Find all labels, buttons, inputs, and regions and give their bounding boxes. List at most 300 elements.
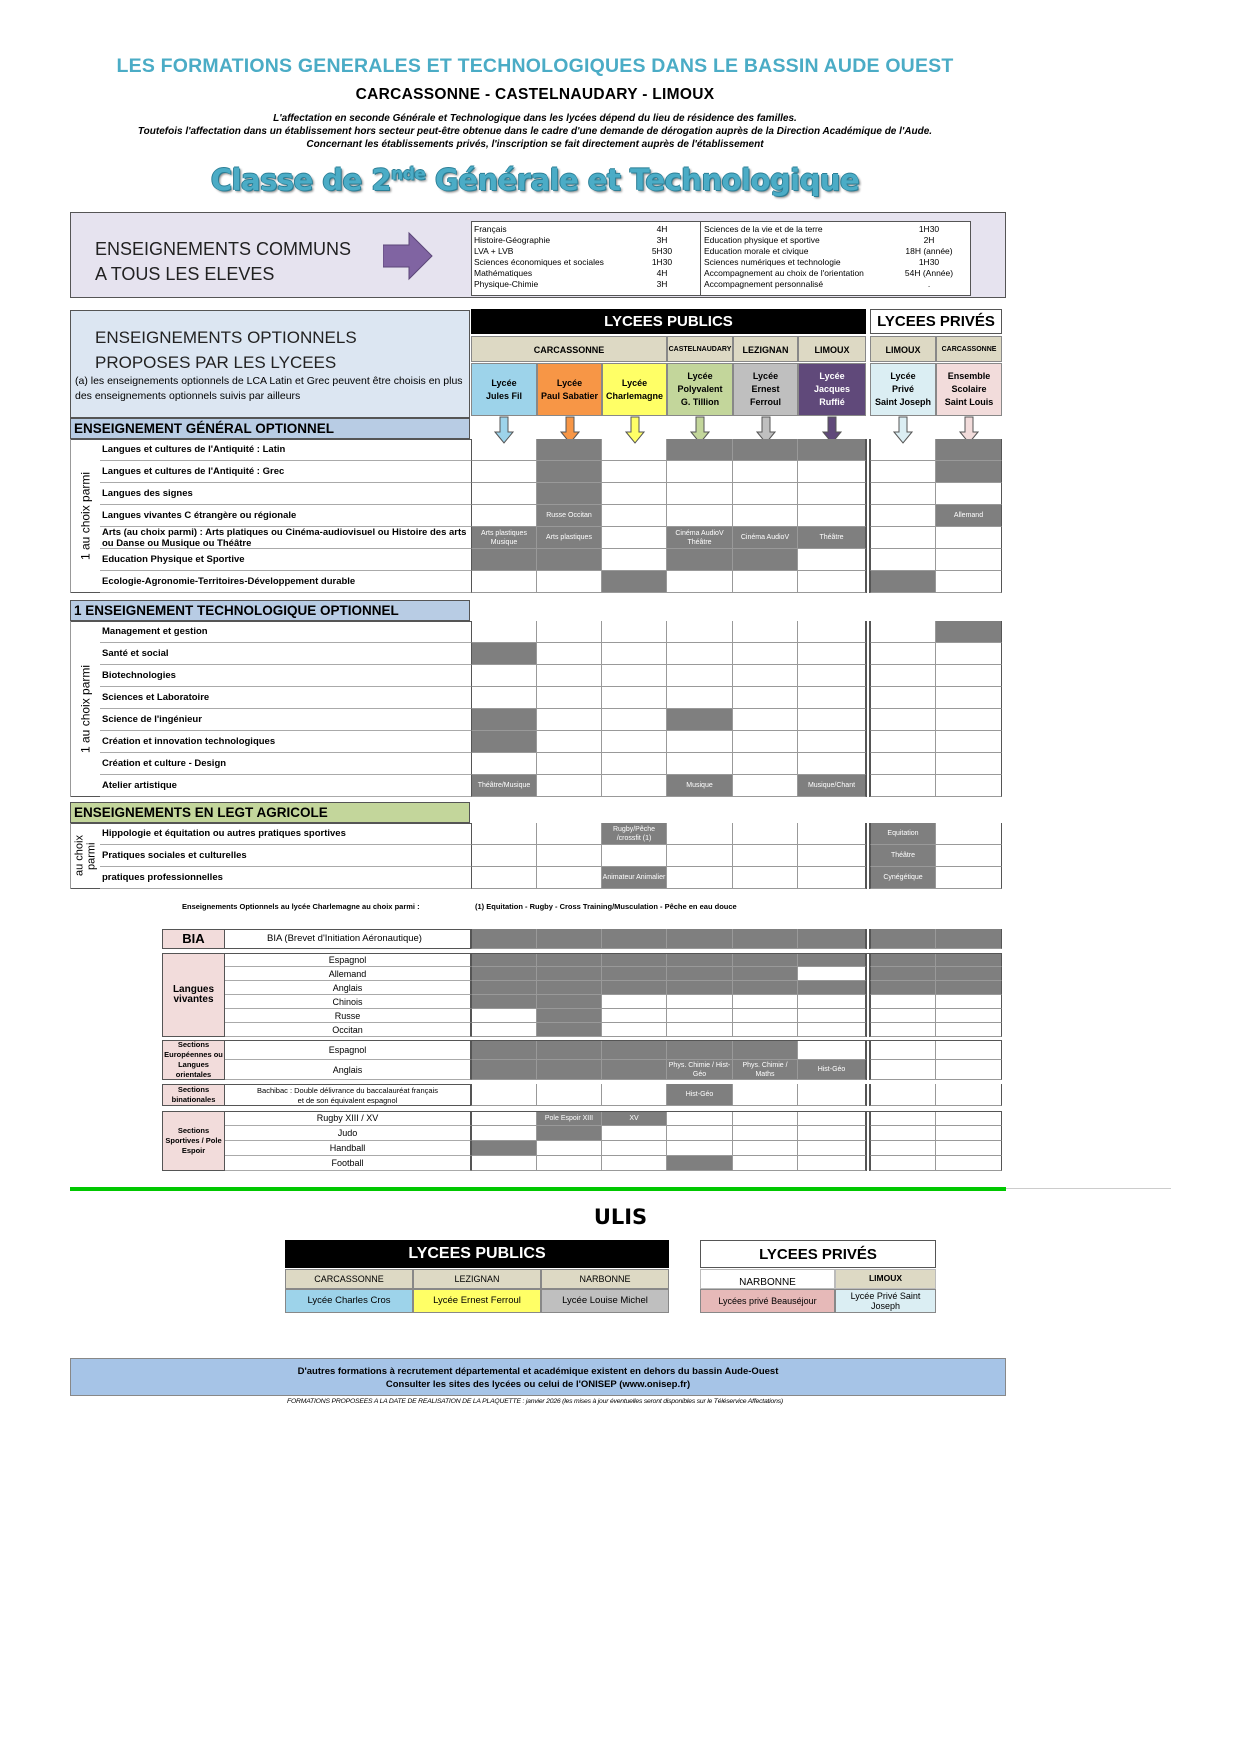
ulis-city: NARBONNE <box>541 1269 669 1289</box>
option-cell <box>870 1040 936 1060</box>
option-cell <box>733 665 798 687</box>
school-header <box>667 363 733 416</box>
school-header <box>870 363 936 416</box>
common-hours-row <box>704 224 964 235</box>
option-cell <box>798 643 866 665</box>
option-cell <box>537 753 602 775</box>
option-cell <box>870 439 936 461</box>
option-cell <box>537 571 602 593</box>
agri-footnote-a: Enseignements Optionnels au lycée Charlemagne au choix parmi : <box>182 902 420 911</box>
ulis-city: CARCASSONNE <box>285 1269 413 1289</box>
option-cell <box>870 1141 936 1156</box>
option-cell: Théâtre <box>870 845 936 867</box>
footer-line-1: D'autres formations à recrutement départemental et académique existent en dehors du bassin Aude-Ouest <box>297 1366 779 1377</box>
school-name-line: Saint Louis <box>944 397 994 407</box>
option-cell <box>667 753 733 775</box>
option-cell <box>471 967 537 981</box>
option-cell <box>602 549 667 571</box>
option-label: Science de l'ingénieur <box>100 709 471 731</box>
ulis-school: Lycée Ernest Ferroul <box>413 1289 541 1313</box>
option-cell <box>936 439 1002 461</box>
option-cell: Hist-Géo <box>798 1060 866 1080</box>
option-cell <box>471 483 537 505</box>
school-name <box>750 370 781 409</box>
option-cell <box>602 571 667 593</box>
option-cell <box>667 1156 733 1171</box>
option-cell <box>870 643 936 665</box>
option-cell <box>537 483 602 505</box>
option-cell: Musique/Chant <box>798 775 866 797</box>
option-cell <box>936 1141 1002 1156</box>
option-cell <box>471 981 537 995</box>
option-cell <box>667 1023 733 1037</box>
option-cell <box>798 823 866 845</box>
option-cell <box>798 665 866 687</box>
option-cell <box>936 665 1002 687</box>
subject-hours: 54H (Année) <box>904 268 954 278</box>
column-gap <box>866 953 870 1037</box>
binat-text-1: Bachibac : Double délivrance du baccalauréat français <box>257 1086 438 1095</box>
option-cell <box>471 929 537 949</box>
subject-hours: 3H <box>656 279 668 289</box>
option-cell <box>537 709 602 731</box>
option-cell <box>870 953 936 967</box>
option-cell <box>936 687 1002 709</box>
subject-name: Education physique et sportive <box>704 235 820 245</box>
option-cell <box>798 731 866 753</box>
option-cell <box>537 687 602 709</box>
option-cell <box>936 461 1002 483</box>
option-cell <box>870 665 936 687</box>
city-header: LIMOUX <box>798 336 866 362</box>
option-cell <box>936 867 1002 889</box>
school-name-line: Lycée <box>752 371 779 381</box>
option-cell <box>870 753 936 775</box>
block-label: Sections Européennes ou Langues orientales <box>162 1040 225 1080</box>
option-cell: Hist-Géo <box>667 1084 733 1106</box>
option-cell <box>936 709 1002 731</box>
option-cell <box>870 995 936 1009</box>
school-name-line: Scolaire <box>951 384 987 394</box>
common-teachings-label <box>95 237 351 287</box>
bia-text: BIA (Brevet d'Initiation Aéronautique) <box>225 929 471 949</box>
option-cell <box>667 995 733 1009</box>
option-cell <box>667 1040 733 1060</box>
block-label: Sections Sportives / Pole Espoir <box>162 1111 225 1171</box>
school-name-line: Jules Fil <box>485 390 522 401</box>
option-label: Création et innovation technologiques <box>100 731 471 753</box>
common-hours-row <box>704 246 964 257</box>
option-cell <box>602 621 667 643</box>
optional-label-2: PROPOSES PAR LES LYCEES <box>95 353 337 372</box>
classe-heading-sup: nde <box>391 164 426 185</box>
block-row-label: Handball <box>225 1141 471 1156</box>
option-cell <box>667 439 733 461</box>
block-row-label: Anglais <box>225 1060 471 1080</box>
option-cell <box>733 995 798 1009</box>
optional-teachings-label <box>95 325 357 375</box>
option-cell <box>602 439 667 461</box>
option-cell <box>602 527 667 549</box>
block-row-label: Allemand <box>225 967 471 981</box>
option-cell <box>537 643 602 665</box>
school-name-line: Lycée <box>819 371 845 381</box>
option-cell <box>667 643 733 665</box>
subject-hours: 18H (année) <box>905 246 953 256</box>
school-name <box>814 370 850 409</box>
subject-hours: 4H <box>656 224 668 234</box>
option-cell <box>798 621 866 643</box>
block-row-label: Russe <box>225 1009 471 1023</box>
school-name-line: Polyvalent <box>677 384 723 394</box>
option-cell <box>936 753 1002 775</box>
common-label-2: A TOUS LES ELEVES <box>95 264 275 284</box>
option-cell <box>667 981 733 995</box>
ulis-school: Lycée Louise Michel <box>541 1289 669 1313</box>
option-cell <box>733 1009 798 1023</box>
column-gap <box>866 439 870 593</box>
option-cell: Pole Espoir XIII <box>537 1111 602 1126</box>
option-cell <box>798 1040 866 1060</box>
option-cell <box>733 643 798 665</box>
intro-line-1: L'affectation en seconde Générale et Technologique dans les lycées dépend du lieu de résidence des familles. <box>273 113 797 124</box>
optional-teachings-panel <box>70 310 470 418</box>
option-cell <box>936 731 1002 753</box>
option-cell <box>798 549 866 571</box>
option-cell <box>471 845 537 867</box>
school-name-line: Lycée <box>687 371 713 381</box>
option-cell <box>733 1141 798 1156</box>
section-title: 1 ENSEIGNEMENT TECHNOLOGIQUE OPTIONNEL <box>70 600 470 621</box>
column-gap <box>866 823 870 889</box>
option-cell <box>936 643 1002 665</box>
option-cell <box>798 1009 866 1023</box>
option-cell <box>733 1084 798 1106</box>
option-cell: Phys. Chimie / Maths <box>733 1060 798 1080</box>
school-name-line: Lycée <box>556 377 583 388</box>
school-name-line: Ernest <box>751 384 780 394</box>
option-cell <box>602 929 667 949</box>
option-cell <box>870 929 936 949</box>
option-cell <box>667 967 733 981</box>
option-cell <box>936 1009 1002 1023</box>
school-name-line: Ruffié <box>819 397 845 407</box>
common-hours-row <box>474 224 682 235</box>
option-cell <box>870 967 936 981</box>
option-cell: Phys. Chimie / Hist-Géo <box>667 1060 733 1080</box>
option-cell <box>798 995 866 1009</box>
binat-text-2: et de son équivalent espagnol <box>297 1096 398 1105</box>
city-header: CASTELNAUDARY <box>667 336 733 362</box>
option-cell <box>798 981 866 995</box>
option-cell: Arts plastiques <box>537 527 602 549</box>
school-name-line: Lycée <box>621 377 648 388</box>
school-header <box>602 363 667 416</box>
school-name-line: Lycée <box>890 371 916 381</box>
block-row-label: Espagnol <box>225 953 471 967</box>
block-row-label: Judo <box>225 1126 471 1141</box>
option-cell <box>936 981 1002 995</box>
school-name <box>677 370 722 409</box>
option-cell <box>936 571 1002 593</box>
option-cell: XV <box>602 1111 667 1126</box>
option-cell <box>870 981 936 995</box>
column-gap <box>866 1040 870 1080</box>
classe-heading <box>0 163 1070 197</box>
option-cell <box>667 731 733 753</box>
option-cell <box>798 953 866 967</box>
bia-label: BIA <box>162 929 225 949</box>
subject-hours: . <box>927 279 931 289</box>
option-cell <box>602 981 667 995</box>
subject-name: Histoire-Géographie <box>474 235 551 245</box>
option-cell <box>471 1111 537 1126</box>
common-teachings-panel <box>70 212 1006 298</box>
option-cell <box>870 709 936 731</box>
option-cell <box>936 1040 1002 1060</box>
option-cell <box>798 483 866 505</box>
option-cell <box>471 995 537 1009</box>
option-cell <box>733 461 798 483</box>
common-hours-row <box>474 246 682 257</box>
option-cell <box>798 929 866 949</box>
city-header: CARCASSONNE <box>471 336 667 362</box>
option-cell <box>537 1084 602 1106</box>
classe-heading-a: Classe de 2 <box>210 163 392 197</box>
option-cell <box>733 753 798 775</box>
option-cell <box>733 823 798 845</box>
block-top-border <box>225 953 1002 954</box>
option-cell <box>733 439 798 461</box>
option-cell <box>936 549 1002 571</box>
option-cell <box>537 1023 602 1037</box>
option-cell <box>471 1126 537 1141</box>
option-label: pratiques professionnelles <box>100 867 471 889</box>
option-cell <box>870 775 936 797</box>
option-cell <box>733 571 798 593</box>
school-name <box>541 377 598 403</box>
option-cell: Musique <box>667 775 733 797</box>
intro-line-3: Concernant les établissements privés, l'inscription se fait directement auprès de l'établissement <box>306 139 764 150</box>
ulis-public-header: LYCEES PUBLICS <box>285 1240 669 1268</box>
option-cell <box>471 1040 537 1060</box>
option-cell <box>471 1009 537 1023</box>
option-cell <box>798 1126 866 1141</box>
option-cell <box>602 1023 667 1037</box>
subject-hours: 5H30 <box>651 246 673 256</box>
optional-label-1: ENSEIGNEMENTS OPTIONNELS <box>95 328 357 347</box>
subject-name: Sciences économiques et sociales <box>474 257 604 267</box>
section-side-label: 1 au choix parmi <box>70 621 100 797</box>
option-label: Langues et cultures de l'Antiquité : Grec <box>100 461 471 483</box>
ulis-school: Lycées privé Beauséjour <box>700 1289 835 1313</box>
option-cell <box>798 505 866 527</box>
option-cell <box>870 505 936 527</box>
option-cell <box>798 867 866 889</box>
school-header <box>936 363 1002 416</box>
binat-text <box>225 1084 471 1106</box>
option-cell <box>870 1156 936 1171</box>
option-cell <box>602 709 667 731</box>
option-cell <box>733 845 798 867</box>
option-cell <box>471 643 537 665</box>
option-cell <box>733 731 798 753</box>
subject-name: Mathématiques <box>474 268 533 278</box>
option-cell <box>537 1009 602 1023</box>
option-cell <box>667 1111 733 1126</box>
option-cell <box>537 731 602 753</box>
option-cell <box>667 953 733 967</box>
option-cell <box>936 967 1002 981</box>
intro-text <box>0 112 1070 151</box>
school-name-line: Ferroul <box>749 397 781 407</box>
option-cell <box>733 967 798 981</box>
option-cell <box>537 461 602 483</box>
subject-hours: 2H <box>923 235 935 245</box>
option-cell: Allemand <box>936 505 1002 527</box>
option-cell <box>870 1023 936 1037</box>
option-cell <box>471 687 537 709</box>
option-cell <box>798 1084 866 1106</box>
agri-footnote-b: (1) Equitation - Rugby - Cross Training/Musculation - Pêche en eau douce <box>475 902 737 911</box>
footer-note: FORMATIONS PROPOSEES A LA DATE DE REALISATION DE LA PLAQUETTE : janvier 2026 (les mises à jour éventuelles seront disponibles sur le Téléservice Affectations) <box>287 1398 783 1405</box>
option-cell <box>537 775 602 797</box>
right-arrow-icon <box>383 231 433 281</box>
option-cell <box>667 665 733 687</box>
option-cell <box>733 687 798 709</box>
option-cell <box>667 929 733 949</box>
school-name <box>945 370 994 409</box>
option-cell <box>602 483 667 505</box>
city-header: LIMOUX <box>870 336 936 362</box>
option-cell <box>471 621 537 643</box>
option-cell <box>667 1141 733 1156</box>
option-cell <box>798 687 866 709</box>
school-name-line: Charlemagne <box>605 390 664 401</box>
option-cell <box>870 731 936 753</box>
option-cell <box>936 1060 1002 1080</box>
option-cell <box>471 1084 537 1106</box>
school-name-line: Ensemble <box>947 371 991 381</box>
option-cell <box>733 621 798 643</box>
option-cell <box>798 439 866 461</box>
block-top-border <box>225 1040 1002 1041</box>
option-cell <box>602 731 667 753</box>
school-name-line: Paul Sabatier <box>540 390 599 401</box>
option-cell: Cinéma AudioV Théâtre <box>667 527 733 549</box>
option-cell <box>798 753 866 775</box>
option-cell <box>537 1040 602 1060</box>
option-cell <box>537 995 602 1009</box>
school-header <box>733 363 798 416</box>
option-cell <box>936 953 1002 967</box>
option-cell <box>870 461 936 483</box>
option-cell <box>733 505 798 527</box>
common-hours-row <box>474 268 682 279</box>
option-cell <box>733 1023 798 1037</box>
option-cell <box>602 665 667 687</box>
option-label: Biotechnologies <box>100 665 471 687</box>
section-title: ENSEIGNEMENTS EN LEGT AGRICOLE <box>70 802 470 823</box>
option-cell <box>537 823 602 845</box>
option-cell <box>537 845 602 867</box>
common-hours-row <box>704 279 964 290</box>
option-cell <box>602 1060 667 1080</box>
option-cell <box>733 483 798 505</box>
option-cell <box>602 1156 667 1171</box>
option-label: Langues vivantes C étrangère ou régionale <box>100 505 471 527</box>
option-cell <box>471 1141 537 1156</box>
block-top-border <box>225 1111 1002 1112</box>
ulis-title: ULIS <box>593 1205 648 1229</box>
option-cell <box>936 1084 1002 1106</box>
option-cell <box>936 1126 1002 1141</box>
subject-name: Sciences numériques et technologie <box>704 257 841 267</box>
option-cell <box>733 953 798 967</box>
option-cell <box>870 1111 936 1126</box>
option-cell <box>733 929 798 949</box>
option-label: Santé et social <box>100 643 471 665</box>
option-cell <box>471 731 537 753</box>
option-cell <box>471 439 537 461</box>
option-cell <box>537 867 602 889</box>
option-cell <box>870 1009 936 1023</box>
option-label: Création et culture - Design <box>100 753 471 775</box>
option-cell <box>667 621 733 643</box>
option-cell <box>798 461 866 483</box>
column-gap <box>866 929 870 949</box>
option-cell <box>798 709 866 731</box>
subject-name: Français <box>474 224 507 234</box>
thin-separator <box>1006 1188 1171 1189</box>
school-name-line: Privé <box>891 384 914 394</box>
option-cell <box>471 953 537 967</box>
ulis-city: NARBONNE <box>700 1269 835 1289</box>
subject-hours: 1H30 <box>918 224 940 234</box>
option-cell <box>936 845 1002 867</box>
school-name-line: Saint Joseph <box>874 397 931 407</box>
option-cell <box>602 953 667 967</box>
option-cell <box>471 1060 537 1080</box>
block-row-label: Occitan <box>225 1023 471 1037</box>
option-cell <box>471 665 537 687</box>
option-cell <box>798 1111 866 1126</box>
option-cell: Equitation <box>870 823 936 845</box>
city-header: LEZIGNAN <box>733 336 798 362</box>
block-row-label: Chinois <box>225 995 471 1009</box>
option-cell: Animateur Animalier <box>602 867 667 889</box>
option-cell <box>798 1156 866 1171</box>
option-cell <box>602 967 667 981</box>
page-title: LES FORMATIONS GENERALES ET TECHNOLOGIQUES DANS LE BASSIN AUDE OUEST <box>116 55 954 77</box>
block-label: Langues vivantes <box>162 953 225 1037</box>
option-cell <box>733 549 798 571</box>
option-cell <box>471 549 537 571</box>
option-cell <box>870 527 936 549</box>
school-header <box>537 363 602 416</box>
option-label: Pratiques sociales et culturelles <box>100 845 471 867</box>
option-cell <box>537 1141 602 1156</box>
option-cell <box>537 1126 602 1141</box>
option-cell <box>870 571 936 593</box>
option-cell <box>537 665 602 687</box>
option-cell <box>936 621 1002 643</box>
option-label: Atelier artistique <box>100 775 471 797</box>
subject-name: Accompagnement au choix de l'orientation <box>704 268 864 278</box>
subject-hours: 1H30 <box>651 257 673 267</box>
option-cell <box>733 981 798 995</box>
column-gap <box>866 1111 870 1171</box>
